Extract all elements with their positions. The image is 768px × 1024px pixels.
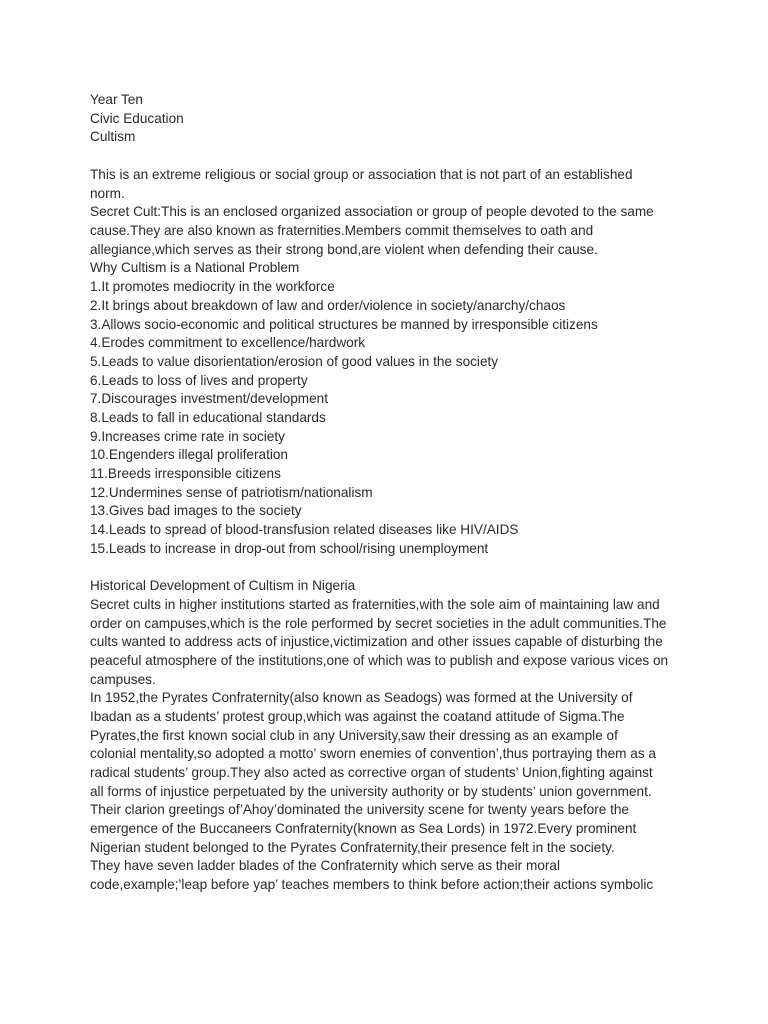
- history-line: all forms of injustice perpetuated by the university authority or by students’ union government.: [90, 783, 652, 799]
- history-line: Pyrates,the first known social club in any University,saw their dressing as an example of: [90, 727, 618, 743]
- history-line: They have seven ladder blades of the Confraternity which serve as their moral: [90, 858, 560, 874]
- history-line: campuses.: [90, 671, 156, 687]
- history-heading: Historical Development of Cultism in Nigeria: [90, 578, 356, 594]
- history-line: Nigerian student belonged to the Pyrates Confraternity,their presence felt in the society.: [90, 839, 615, 855]
- list-item: 15.Leads to increase in drop-out from school/rising unemployment: [90, 540, 489, 556]
- history-line: cults wanted to address acts of injustice,victimization and other issues capable of disturbing the: [90, 634, 663, 650]
- definition-line: Secret Cult:This is an enclosed organized association or group of people devoted to the same: [90, 204, 654, 220]
- definition-line: This is an extreme religious or social group or association that is not part of an established: [90, 167, 633, 182]
- history-line: peaceful atmosphere of the institutions,one of which was to publish and expose various vices on: [90, 652, 669, 668]
- definition-section: [90, 166, 690, 259]
- list-item: 7.Discourages investment/development: [90, 391, 329, 407]
- list-item: 1.It promotes mediocrity in the workforce: [90, 279, 335, 295]
- history-line: Secret cults in higher institutions started as fraternities,with the sole aim of maintaining law and: [90, 596, 660, 612]
- definition-line: allegiance,which serves as their strong bond,are violent when defending their cause.: [90, 241, 598, 257]
- list-item: 12.Undermines sense of patriotism/nationalism: [90, 484, 373, 500]
- history-line: order on campuses,which is the role performed by secret societies in the adult communities.The: [90, 615, 667, 631]
- subject-label: Civic Education: [90, 110, 184, 126]
- list-item: 5.Leads to value disorientation/erosion of good values in the society: [90, 353, 499, 369]
- history-line: radical students’ group.They also acted as corrective organ of students’ Union,fighting against: [90, 765, 653, 780]
- problem-heading: Why Cultism is a National Problem: [90, 260, 300, 276]
- history-line: In 1952,the Pyrates Confraternity(also known as Seadogs) was formed at the University of: [90, 690, 633, 706]
- list-item: 2.It brings about breakdown of law and order/violence in society/anarchy/chaos: [90, 297, 566, 313]
- history-line: Ibadan as a students’ protest group,which was against the coatand attitude of Sigma.The: [90, 708, 625, 724]
- topic-title: Cultism: [90, 129, 136, 145]
- history-section: [90, 596, 690, 895]
- list-item: 4.Erodes commitment to excellence/hardwork: [90, 335, 366, 351]
- problem-list: [90, 278, 690, 558]
- history-line: emergence of the Buccaneers Confraternity(known as Sea Lords) in 1972.Every prominent: [90, 821, 637, 837]
- list-item: 6.Leads to loss of lives and property: [90, 372, 308, 388]
- paragraph-gap: [90, 558, 690, 577]
- list-item: 3.Allows socio-economic and political structures be manned by irresponsible citizens: [90, 316, 598, 332]
- definition-line: cause.They are also known as fraternities.Members commit themselves to oath and: [90, 223, 594, 239]
- history-line: code,example;’leap before yap’ teaches members to think before action;their actions symbolic: [90, 877, 654, 893]
- definition-line: norm.: [90, 185, 125, 201]
- document-body: [90, 166, 690, 895]
- history-line: Their clarion greetings of’Ahoy’dominated the university scene for twenty years before the: [90, 802, 629, 818]
- year-label: Year Ten: [90, 92, 143, 107]
- list-item: 14.Leads to spread of blood-transfusion related diseases like HIV/AIDS: [90, 522, 519, 538]
- list-item: 13.Gives bad images to the society: [90, 503, 302, 519]
- list-item: 11.Breeds irresponsible citizens: [90, 466, 281, 481]
- list-item: 8.Leads to fall in educational standards: [90, 409, 326, 425]
- list-item: 9.Increases crime rate in society: [90, 428, 285, 444]
- list-item: 10.Engenders illegal proliferation: [90, 447, 288, 463]
- history-line: colonial mentality,so adopted a motto’ sworn enemies of convention’,thus portraying them as a: [90, 746, 656, 762]
- document-header: [90, 91, 690, 147]
